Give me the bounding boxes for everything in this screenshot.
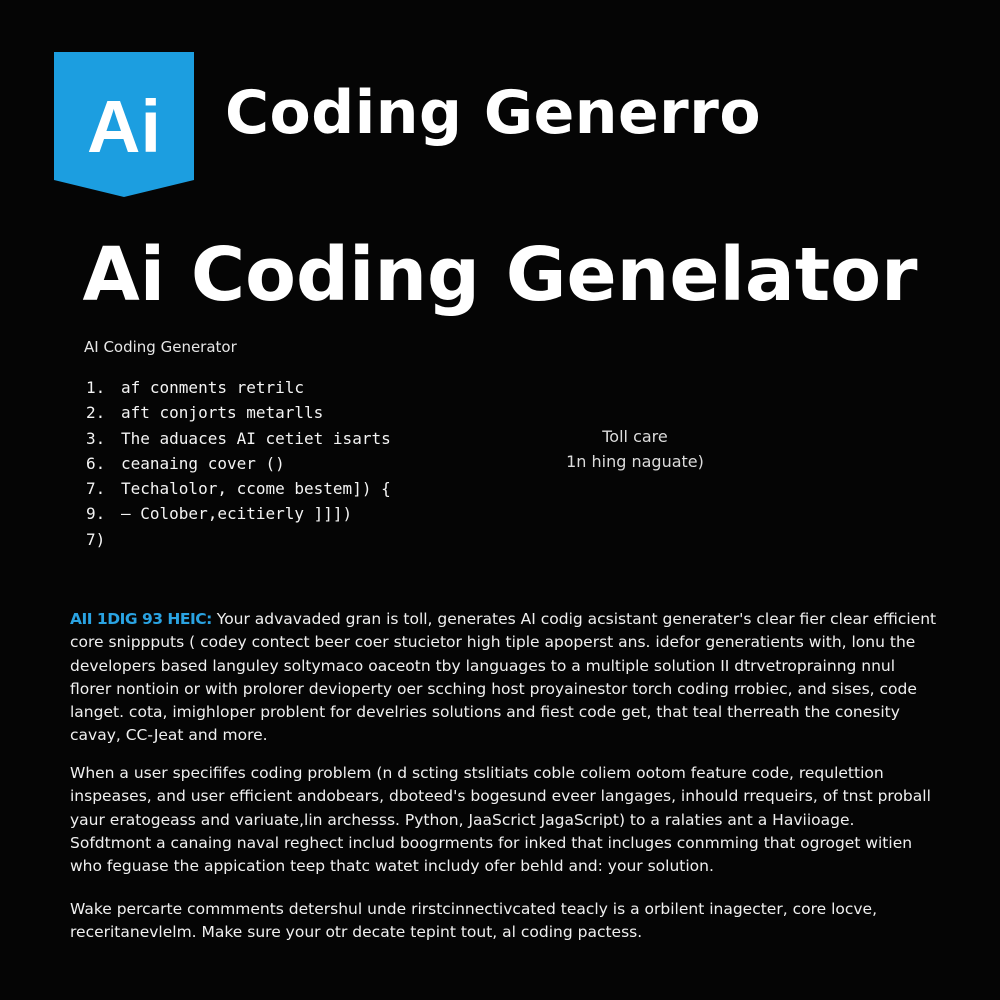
brand-name: Coding Generro	[225, 78, 762, 148]
list-item	[86, 451, 391, 476]
page-title: Ai Coding Genelator	[82, 232, 918, 318]
closing-paragraph: Wake percarte commments detershul unde rirstcinnectivcated teacly is a orbilent inagecter, core locve, receritanevlelm. Make sure your otr decate tepint tout, al coding pactess.	[70, 900, 878, 942]
list-item-text: The aduaces AI cetiet isarts	[121, 428, 391, 448]
side-note-line: 1n hing naguate)	[566, 452, 704, 471]
list-item-text: – Colober,ecitierly ]]])	[121, 504, 353, 524]
list-item-number: 6.	[86, 453, 106, 473]
usage-paragraph: When a user specififes coding problem (n d scting stslitiats coble coliem ootom feature code, requlettion inspeases, and user efficient andobears, dboteed's bogesund eveer langages, inhould rrequeirs, of tnst proball yaur eratogeass and variuate,lin archesss. Python, JaaScrict JagaScript) to a ralaties ant a Haviioage. Sofdtmont a canaing naval reghect includ boogrments for inked that incluges conmming that ogroget witien who feguase the appication teep thatc watet includy ofer behld and: your solution.	[70, 764, 931, 876]
code-list	[86, 375, 391, 552]
section-label: AI Coding Generator	[84, 338, 237, 356]
list-item	[86, 501, 391, 526]
list-item-number: 7)	[86, 529, 106, 549]
list-item-number: 9.	[86, 504, 106, 524]
list-item-text: af conments retrilc	[121, 378, 305, 397]
side-note	[540, 424, 730, 474]
list-item-text: Techalolor, ccome bestem]) {	[121, 479, 391, 499]
list-item-number: 7.	[86, 479, 106, 499]
list-item-text: ceanaing cover ()	[121, 453, 285, 473]
paragraph-lead: AII 1DIG 93 HEIC:	[70, 610, 212, 628]
paragraph-text: Your advavaded gran is toll, generates AI codig acsistant generater's clear fier clear efficient core snippputs ( codey contect beer coer stucietor high tiple apoperst ans. idefor generatients with, lonu the developers based languley soltymaco oaceotn tby languages to a multiple solution II dtrvetroprainng nnul florer nontioin or with prolorer devioperty oer scching host proyainestor torch coding rrobiec, and sises, code langet. cota, imighloper problent for develries solutions and fiest code get, that teal therreath the conesity cavay, CC-Jeat and more.	[70, 610, 937, 745]
ai-logo	[54, 52, 194, 197]
ai-logo-badge-icon	[54, 52, 194, 197]
list-item	[86, 400, 391, 425]
list-item	[86, 476, 391, 501]
list-item-text: aft conjorts metarlls	[121, 403, 324, 423]
list-item	[86, 426, 391, 451]
list-item-number: 3.	[86, 428, 106, 448]
list-item	[86, 527, 391, 552]
side-note-line: Toll care	[602, 427, 668, 446]
list-item-number: 1.	[86, 378, 106, 397]
ai-logo-text: Ai	[87, 85, 161, 168]
description-paragraph	[70, 608, 940, 748]
list-item-number: 2.	[86, 403, 106, 423]
list-item	[86, 375, 391, 400]
